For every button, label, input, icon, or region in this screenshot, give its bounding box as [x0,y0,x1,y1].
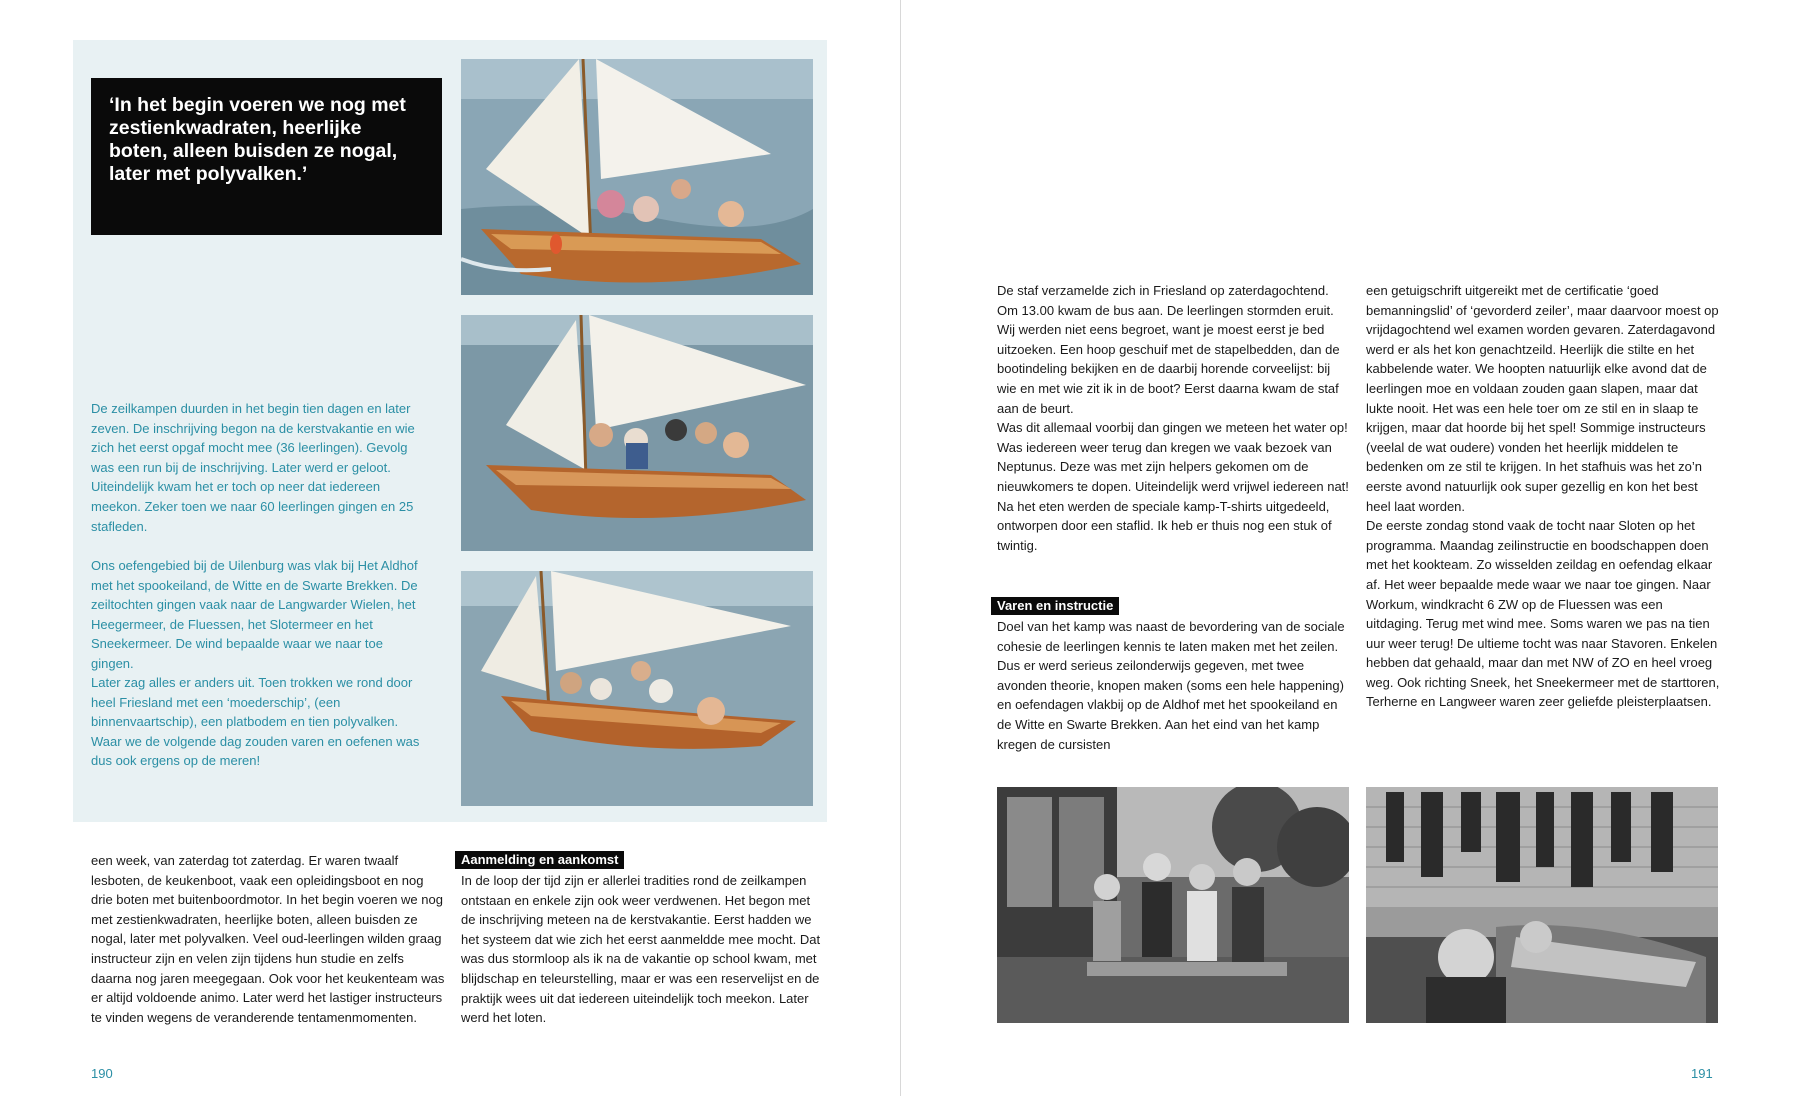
right-column-1 [997,281,1353,555]
sailboat-photo-2 [461,315,813,551]
pull-quote: ‘In het begin voeren we nog met zestienkwadraten, heerlijke boten, alleen buisden ze nogal, later met polyvalken.’ [109,94,406,185]
right-col2-para2: De eerste zondag stond vaak de tocht naar Sloten op het programma. Maandag zeilinstructie en boodschappen doen met het kookteam. Zo wisselden zeildag en oefendag elkaar af. Het weer bepaalde mede waar we naar toe gingen. Naar Workum, windkracht 6 ZW op de Fluessen was een uitdaging. Terug met wind mee. Soms waren we pas na tien uur weer terug! De ultieme tocht was naar Stavoren. Enkelen hebben dat gehaald, maar dan met NW of ZO en heel vroeg weg. Ook richting Sneek, het Sneekermeer met de starttoren, Terherne en Langweer waren zeer geliefde pleisterplaatsen. [1366,518,1720,710]
sailboat-photo-3 [461,571,813,806]
page-number-left: 190 [91,1066,113,1081]
right-col1-para1: De staf verzamelde zich in Friesland op zaterdagochtend. Om 13.00 kwam de bus aan. De leerlingen stormden eruit. Wij werden niet eens begroet, want je moest eerst je bed uitzoeken. Een hoop geschuif met de stapelbedden, dan de bootindeling bekijken en de daarbij horende corveelijst: bij wie en met wie zit ik in de boot? Eerst daarna kwam de staf aan de beurt. [997,283,1340,416]
teal-paragraph-3: Later zag alles er anders uit. Toen trokken we rond door heel Friesland met een ‘moederschip’, (een binnenvaartschip), een platbodem en tien polyvalken. Waar we de volgende dag zouden varen en oefenen was dus ook ergens op de meren! [91,675,420,769]
right-col2-para1: een getuigschrift uitgereikt met de certificatie ‘goed bemanningslid’ of ‘gevorderd zeiler’, maar daarvoor moest op vrijdagochtend wel examen worden gevaren. Zaterdagavond werd er als het kon genachtzeild. Heerlijk die stilte en het kabbelende water. We hoopten natuurlijk elke avond dat de leerlingen moe en voldaan zouden gaan slapen, maar dat lukte nooit. Het was een hele toer om ze stil en in slaap te krijgen, maar dat hoorde bij het spel! Sommige instructeurs (veelal de wat oudere) vonden het heerlijk middelen te bedenken om ze stil te krijgen. In het stafhuis was het zo’n eerste avond natuurlijk ook super gezellig en kon het best heel laat worden. [1366,283,1719,514]
heading-aanmelding: Aanmelding en aankomst [455,851,624,869]
page-number-right: 191 [1691,1066,1713,1081]
bw-dormitory-photo [1366,787,1718,1023]
body-column-1: een week, van zaterdag tot zaterdag. Er waren twaalf lesboten, de keukenboot, vaak een opleidingsboot en nog drie boten met buitenboordmotor. In het begin voeren we nog met zestienkwadraten, heerlijke boten, alleen buisden ze nogal, later met polyvalken. Veel oud-leerlingen wilden graag instructeur zijn en velen zijn tijdens hun studie en zelfs daarna nog jaren meegegaan. Ook voor het keukenteam was er altijd voldoende animo. Later werd het lastiger instructeurs te vinden wegens de veranderende tentamenmomenten. [91,853,445,1025]
bw-group-photo [997,787,1349,1023]
pull-quote-box [91,78,442,235]
right-column-2 [1366,281,1722,712]
sailboat-photo-1 [461,59,813,295]
teal-paragraph-2: Ons oefengebied bij de Uilenburg was vlak bij Het Aldhof met het spookeiland, de Witte en de Swarte Brekken. De zeiltochten gingen vaak naar de Langwarder Wielen, het Heegermeer, de Fluessen, het Slotermeer en het Sneekermeer. De wind bepaalde waar we naar toe gingen. [91,558,418,671]
body-column-2: In de loop der tijd zijn er allerlei tradities rond de zeilkampen ontstaan en enkele zijn ook weer verdwenen. Het begon met de inschrijving meteen na de kerstvakantie. Eerst hadden we het systeem dat wie zich het eerst aanmeldde mee mocht. Dat was dus stormloop als ik na de vakantie op school kwam, met blijdschap en teleurstelling, maar er was een reservelijst en de praktijk wees uit dat iedereen uiteindelijk toch meekon. Later werd het loten. [461,873,821,1026]
right-col1-para3: Doel van het kamp was naast de bevordering van de sociale cohesie de leerlingen kennis te laten maken met het zeilen. Dus er werd serieus zeilonderwijs gegeven, met twee avonden theorie, knopen maken (soms een hele happening) en oefendagen vlakbij op de Aldhof met het spookeiland en de Witte en Swarte Brekken. Aan het eind van het kamp kregen de cursisten [997,619,1345,752]
right-col1-para2: Was dit allemaal voorbij dan gingen we meteen het water op! Was iedereen weer terug dan kregen we vaak bezoek van Neptunus. Deze was met zijn helpers gekomen om de nieuwkomers te dopen. Uiteindelijk werd vrijwel iedereen nat! Na het eten werden de speciale kamp-T-shirts uitgedeeld, ontworpen door een staflid. Ik heb er thuis nog een stuk of twintig. [997,420,1349,553]
teal-paragraph-1: De zeilkampen duurden in het begin tien dagen en later zeven. De inschrijving begon na de kerstvakantie en wie zich het eerst opgaf mocht mee (36 leerlingen). Gevolg was een run bij de inschrijving. Later werd er geloot. Uiteindelijk kwam het er toch op neer dat iedereen meekon. Zeker toen we naar 60 leerlingen gingen en 25 stafleden. [91,401,415,534]
heading-varen: Varen en instructie [991,597,1119,615]
